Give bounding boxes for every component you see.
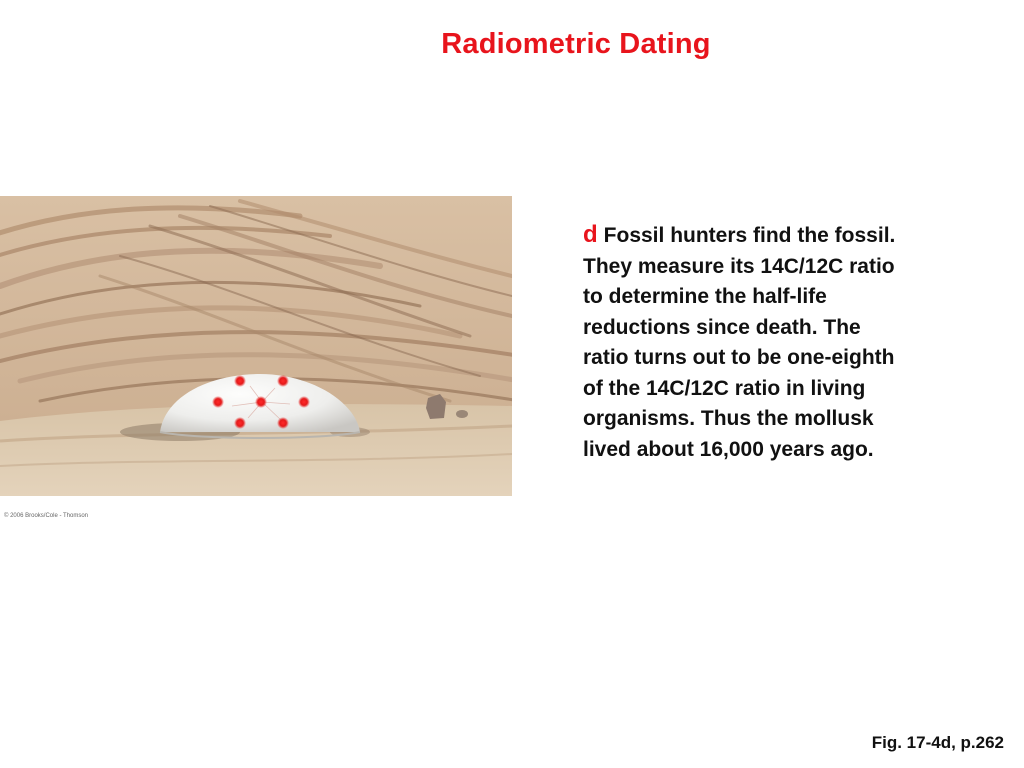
caption-line-7: organisms. Thus the mollusk [583,407,874,430]
caption-line-3: to determine the half-life [583,285,827,308]
decay-dot [277,375,289,387]
decay-dot [234,375,246,387]
slide-title: Radiometric Dating [441,28,711,60]
copyright-notice: © 2006 Brooks/Cole - Thomson [4,513,89,519]
caption-text [583,220,983,465]
caption-line-1: d Fossil hunters find the fossil. [583,221,896,248]
decay-dot [234,417,246,429]
decay-dot [255,396,267,408]
caption-line-4: reductions since death. The [583,315,861,339]
caption-line-8: lived about 16,000 years ago. [583,437,874,461]
caption-letter: d [583,221,598,248]
caption-line-6: of the 14C/12C ratio in living [583,376,866,400]
decay-dot [212,396,224,408]
fossil-photo [0,196,512,496]
figure-reference: Fig. 17-4d, p.262 [871,733,1004,752]
decay-dot [298,396,310,408]
caption-line-2: They measure its 14C/12C ratio [583,254,895,278]
decay-dot [277,417,289,429]
caption-line-5: ratio turns out to be one-eighth [583,346,895,369]
